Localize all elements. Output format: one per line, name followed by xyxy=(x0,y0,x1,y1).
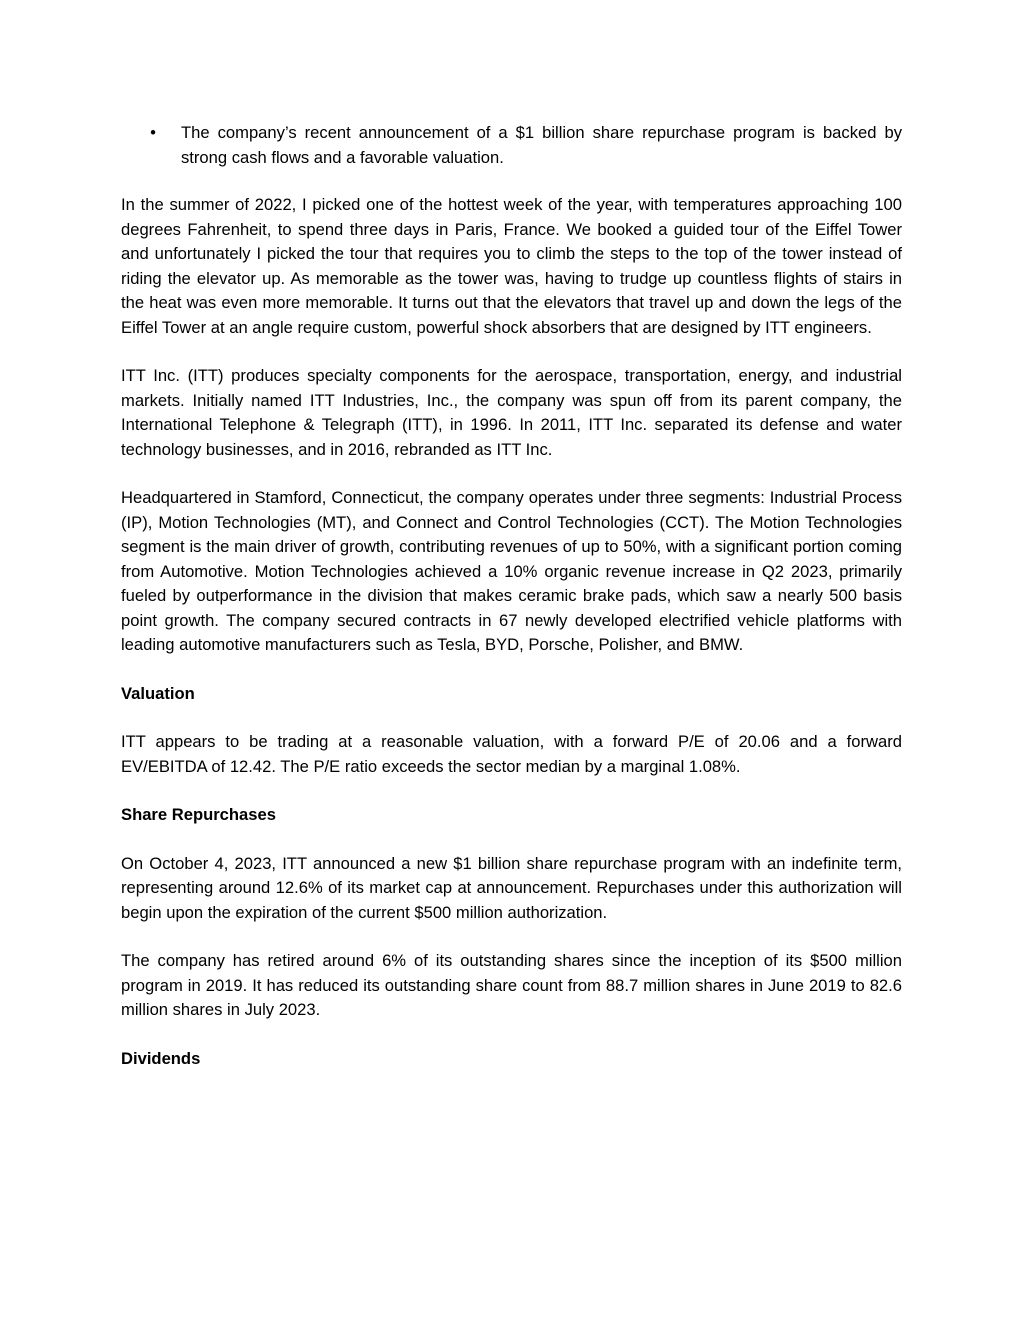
valuation-paragraph: ITT appears to be trading at a reasonable valuation, with a forward P/E of 20.06 and a forward EV/EBITDA of 12.42. The P/E ratio exceeds the sector median by a marginal 1.08%. xyxy=(121,732,902,776)
repurchase-paragraph-1: On October 4, 2023, ITT announced a new $1 billion share repurchase program with an indefinite term, representing around 12.6% of its market cap at announcement. Repurchases under this authorization will begin upon the expiration of the current $500 million authorization. xyxy=(121,853,902,922)
share-repurchases-heading: Share Repurchases xyxy=(121,805,276,824)
repurchase-paragraph-2: The company has retired around 6% of its outstanding shares since the inception of its $500 million program in 2019. It has reduced its outstanding share count from 88.7 million shares in June 2019 to 82.6 million shares in July 2023. xyxy=(121,951,902,1019)
intro-paragraph: In the summer of 2022, I picked one of the hottest week of the year, with temperatures approaching 100 degrees Fahrenheit, to spend three days in Paris, France. We booked a guided tour of the Eiffel Tower and unfortunately I picked the tour that requires you to climb the steps to the top of the tower instead of riding the elevator up. As memorable as the tower was, having to trudge up countless flights of stairs in the heat was even more memorable. It turns out that the elevators that travel up and down the legs of the Eiffel Tower at an angle require custom, powerful shock absorbers that are designed by ITT engineers. xyxy=(121,195,902,337)
bullet-text: The company’s recent announcement of a $1 billion share repurchase program is backed by strong cash flows and a favorable valuation. xyxy=(181,123,902,167)
bullet-icon: • xyxy=(150,123,156,142)
company-paragraph: ITT Inc. (ITT) produces specialty components for the aerospace, transportation, energy, and industrial markets. Initially named ITT Industries, Inc., the company was spun off from its parent company, the International Telephone & Telegraph (ITT), in 1996. In 2011, ITT Inc. separated its defense and water technology businesses, and in 2016, rebranded as ITT Inc. xyxy=(121,366,902,459)
bullet-list xyxy=(121,121,902,170)
valuation-heading: Valuation xyxy=(121,683,195,703)
document-page xyxy=(121,121,902,1095)
segments-paragraph: Headquartered in Stamford, Connecticut, the company operates under three segments: Industrial Process (IP), Motion Technologies (MT), and Connect and Control Technologies (CCT). The Motion Technologies segment is the main driver of growth, contributing revenues of up to 50%, with a significant portion coming from Automotive. Motion Technologies achieved a 10% organic revenue increase in Q2 2023, primarily fueled by outperformance in the division that makes ceramic brake pads, which saw a nearly 500 basis point growth. The company secured contracts in 67 newly developed electrified vehicle platforms with leading automotive manufacturers such as Tesla, BYD, Porsche, Polisher, and BMW. xyxy=(121,488,902,654)
list-item xyxy=(121,121,902,170)
dividends-heading: Dividends xyxy=(121,1048,201,1068)
